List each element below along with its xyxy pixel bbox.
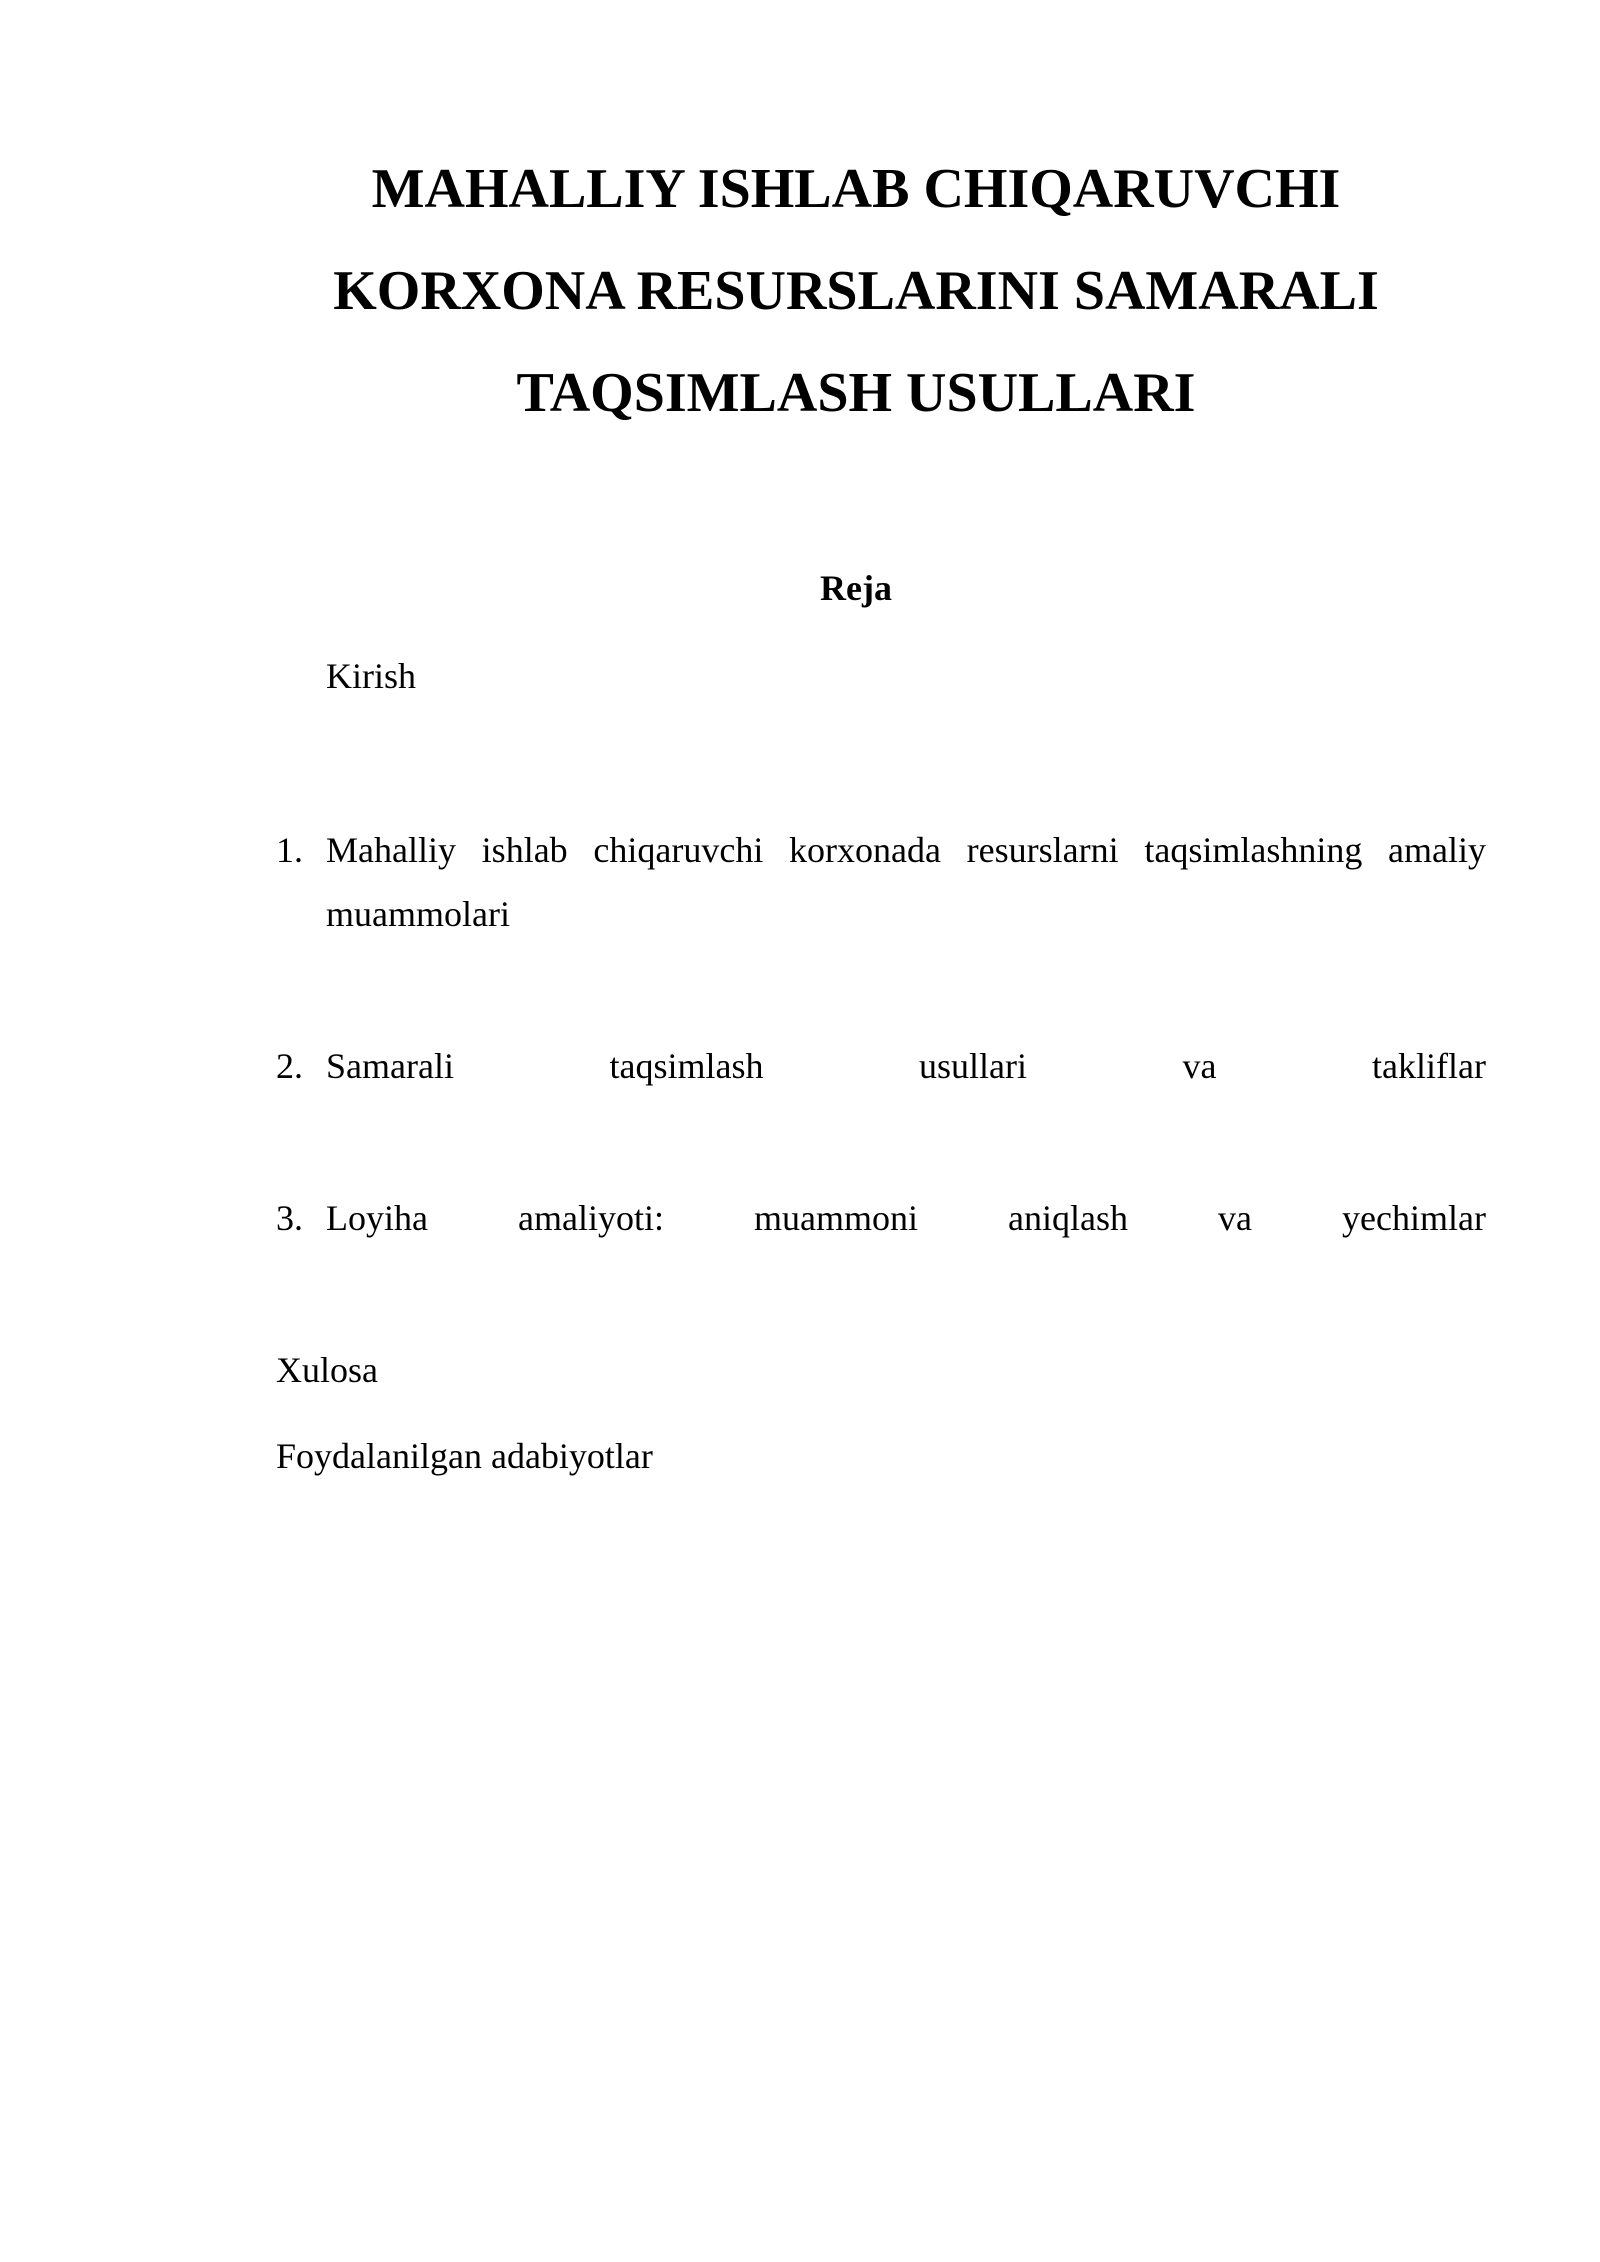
plan-item-word: taqsimlash (609, 1046, 764, 1086)
conclusion-entry: Xulosa (276, 1350, 378, 1390)
title-line-3: TAQSIMLASH USULLARI (516, 362, 1196, 424)
plan-item-1 (276, 818, 1486, 946)
plan-item-word: yechimlar (1342, 1198, 1486, 1238)
document-title (276, 138, 1436, 444)
title-line-2: KORXONA RESURSLARINI SAMARALI (333, 260, 1379, 322)
plan-item-word: muammoni (753, 1198, 918, 1238)
plan-item-number: 1. (276, 830, 303, 870)
plan-item-text: Mahalliy ishlab chiqaruvchi korxonada resurslarni taqsimlashning amaliy muammolari (326, 830, 1486, 934)
plan-item-word: va (1218, 1198, 1252, 1238)
plan-item-text (326, 1034, 1486, 1098)
intro-entry: Kirish (326, 656, 416, 696)
references-entry: Foydalanilgan adabiyotlar (276, 1436, 653, 1476)
plan-item-2 (276, 1034, 1486, 1098)
plan-item-word: amaliyoti: (518, 1198, 664, 1238)
plan-item-text (326, 1186, 1486, 1250)
title-line-1: MAHALLIY ISHLAB CHIQARUVCHI (371, 158, 1341, 220)
plan-item-word: Samarali (326, 1046, 454, 1086)
plan-item-3 (276, 1186, 1486, 1250)
plan-item-word: usullari (919, 1046, 1027, 1086)
plan-item-word: aniqlash (1008, 1198, 1128, 1238)
plan-item-word: Loyiha (326, 1198, 428, 1238)
plan-item-word: va (1182, 1046, 1217, 1086)
plan-item-number: 3. (276, 1198, 303, 1238)
plan-heading: Reja (820, 568, 892, 608)
plan-item-number: 2. (276, 1046, 303, 1086)
plan-item-word: takliflar (1372, 1046, 1486, 1086)
